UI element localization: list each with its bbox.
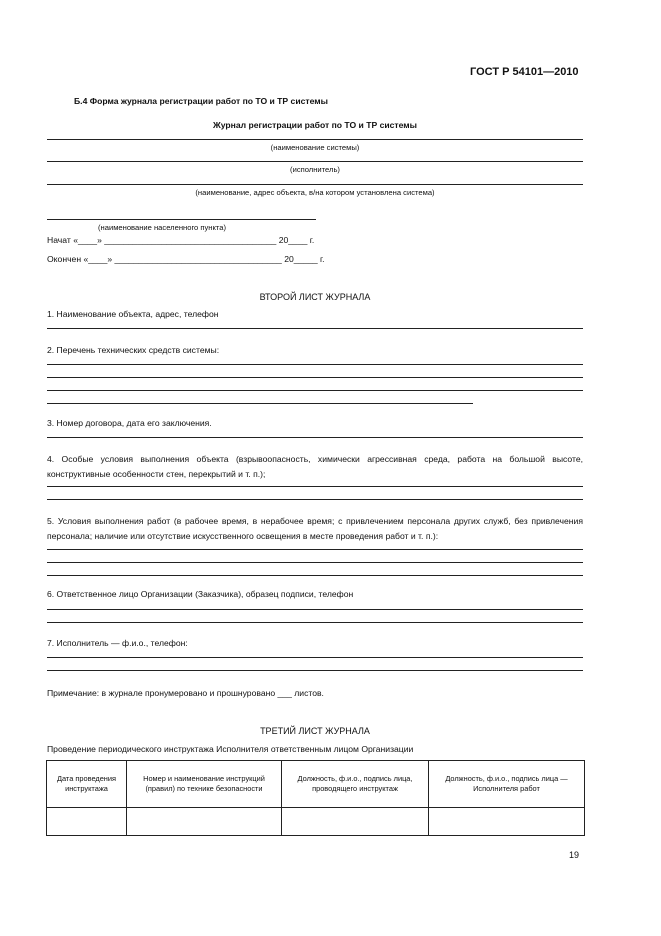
column-header-instructor: Должность, ф.и.о., подпись лица, проводящего инструктаж [282, 761, 429, 808]
item-2-label: 2. Перечень технических средств системы: [47, 345, 220, 355]
standard-number: ГОСТ Р 54101—2010 [470, 66, 579, 78]
table-cell[interactable] [127, 808, 282, 836]
table-row [47, 808, 585, 836]
table-cell[interactable] [282, 808, 429, 836]
locality-caption: (наименование населенного пункта) [98, 223, 227, 232]
second-sheet-title: ВТОРОЙ ЛИСТ ЖУРНАЛА [259, 292, 371, 302]
table-header-row [47, 761, 585, 808]
column-header-instructions: Номер и наименование инструкций (правил) по технике безопасности [127, 761, 282, 808]
item-1-label: 1. Наименование объекта, адрес, телефон [47, 309, 219, 319]
item-6-line-1 [47, 609, 583, 610]
system-name-caption: (наименование системы) [270, 143, 360, 152]
end-date: Окончен «____» ___________________________________ 20_____ г. [47, 254, 325, 264]
contractor-line [47, 161, 583, 162]
table-cell[interactable] [429, 808, 585, 836]
item-4-line-2 [47, 499, 583, 500]
item-5-label: 5. Условия выполнения работ (в рабочее время, в нерабочее время; с привлечением персонала других служб, без привлечения персонала; наличие или отсутствие искусственного освещения в месте проведения работ и т. п.): [47, 516, 583, 541]
object-caption: (наименование, адрес объекта, в/на котором установлена система) [195, 188, 435, 197]
third-sheet-title: ТРЕТИЙ ЛИСТ ЖУРНАЛА [260, 726, 370, 736]
item-7-line-1 [47, 657, 583, 658]
locality-line [47, 219, 316, 220]
item-6-line-2 [47, 622, 583, 623]
appendix-title: Б.4 Форма журнала регистрации работ по ТО и ТР системы [74, 96, 328, 106]
item-4-line-1 [47, 486, 583, 487]
column-header-contractor: Должность, ф.и.о., подпись лица — Исполнителя работ [429, 761, 585, 808]
page-number: 19 [569, 850, 580, 860]
item-4-label: 4. Особые условия выполнения объекта (взрывоопасность, химически агрессивная среда, работа на большой высоте, конструктивные особенности стен, перекрытий и т. п.); [47, 454, 583, 479]
item-3-line [47, 437, 583, 438]
item-7-label: 7. Исполнитель — ф.и.о., телефон: [47, 638, 188, 648]
start-date: Начат «____» ____________________________________ 20____ г. [47, 235, 315, 245]
note: Примечание: в журнале пронумеровано и прошнуровано ___ листов. [47, 688, 324, 698]
item-2-line-3 [47, 390, 583, 391]
item-2-line-4 [47, 403, 473, 404]
item-3-label: 3. Номер договора, дата его заключения. [47, 418, 212, 428]
system-name-line [47, 139, 583, 140]
column-header-date: Дата проведения инструктажа [47, 761, 127, 808]
briefing-table [46, 760, 585, 836]
item-1-line [47, 328, 583, 329]
journal-title: Журнал регистрации работ по ТО и ТР системы [212, 120, 417, 130]
item-7-line-2 [47, 670, 583, 671]
third-sheet-subtitle: Проведение периодического инструктажа Исполнителя ответственным лицом Организации [47, 744, 414, 754]
item-5-line-1 [47, 549, 583, 550]
table-cell[interactable] [47, 808, 127, 836]
item-5-line-2 [47, 562, 583, 563]
item-5-line-3 [47, 575, 583, 576]
item-2-line-1 [47, 364, 583, 365]
item-2-line-2 [47, 377, 583, 378]
object-line [47, 184, 583, 185]
item-6-label: 6. Ответственное лицо Организации (Заказчика), образец подписи, телефон [47, 589, 354, 599]
contractor-caption: (исполнитель) [290, 165, 340, 174]
